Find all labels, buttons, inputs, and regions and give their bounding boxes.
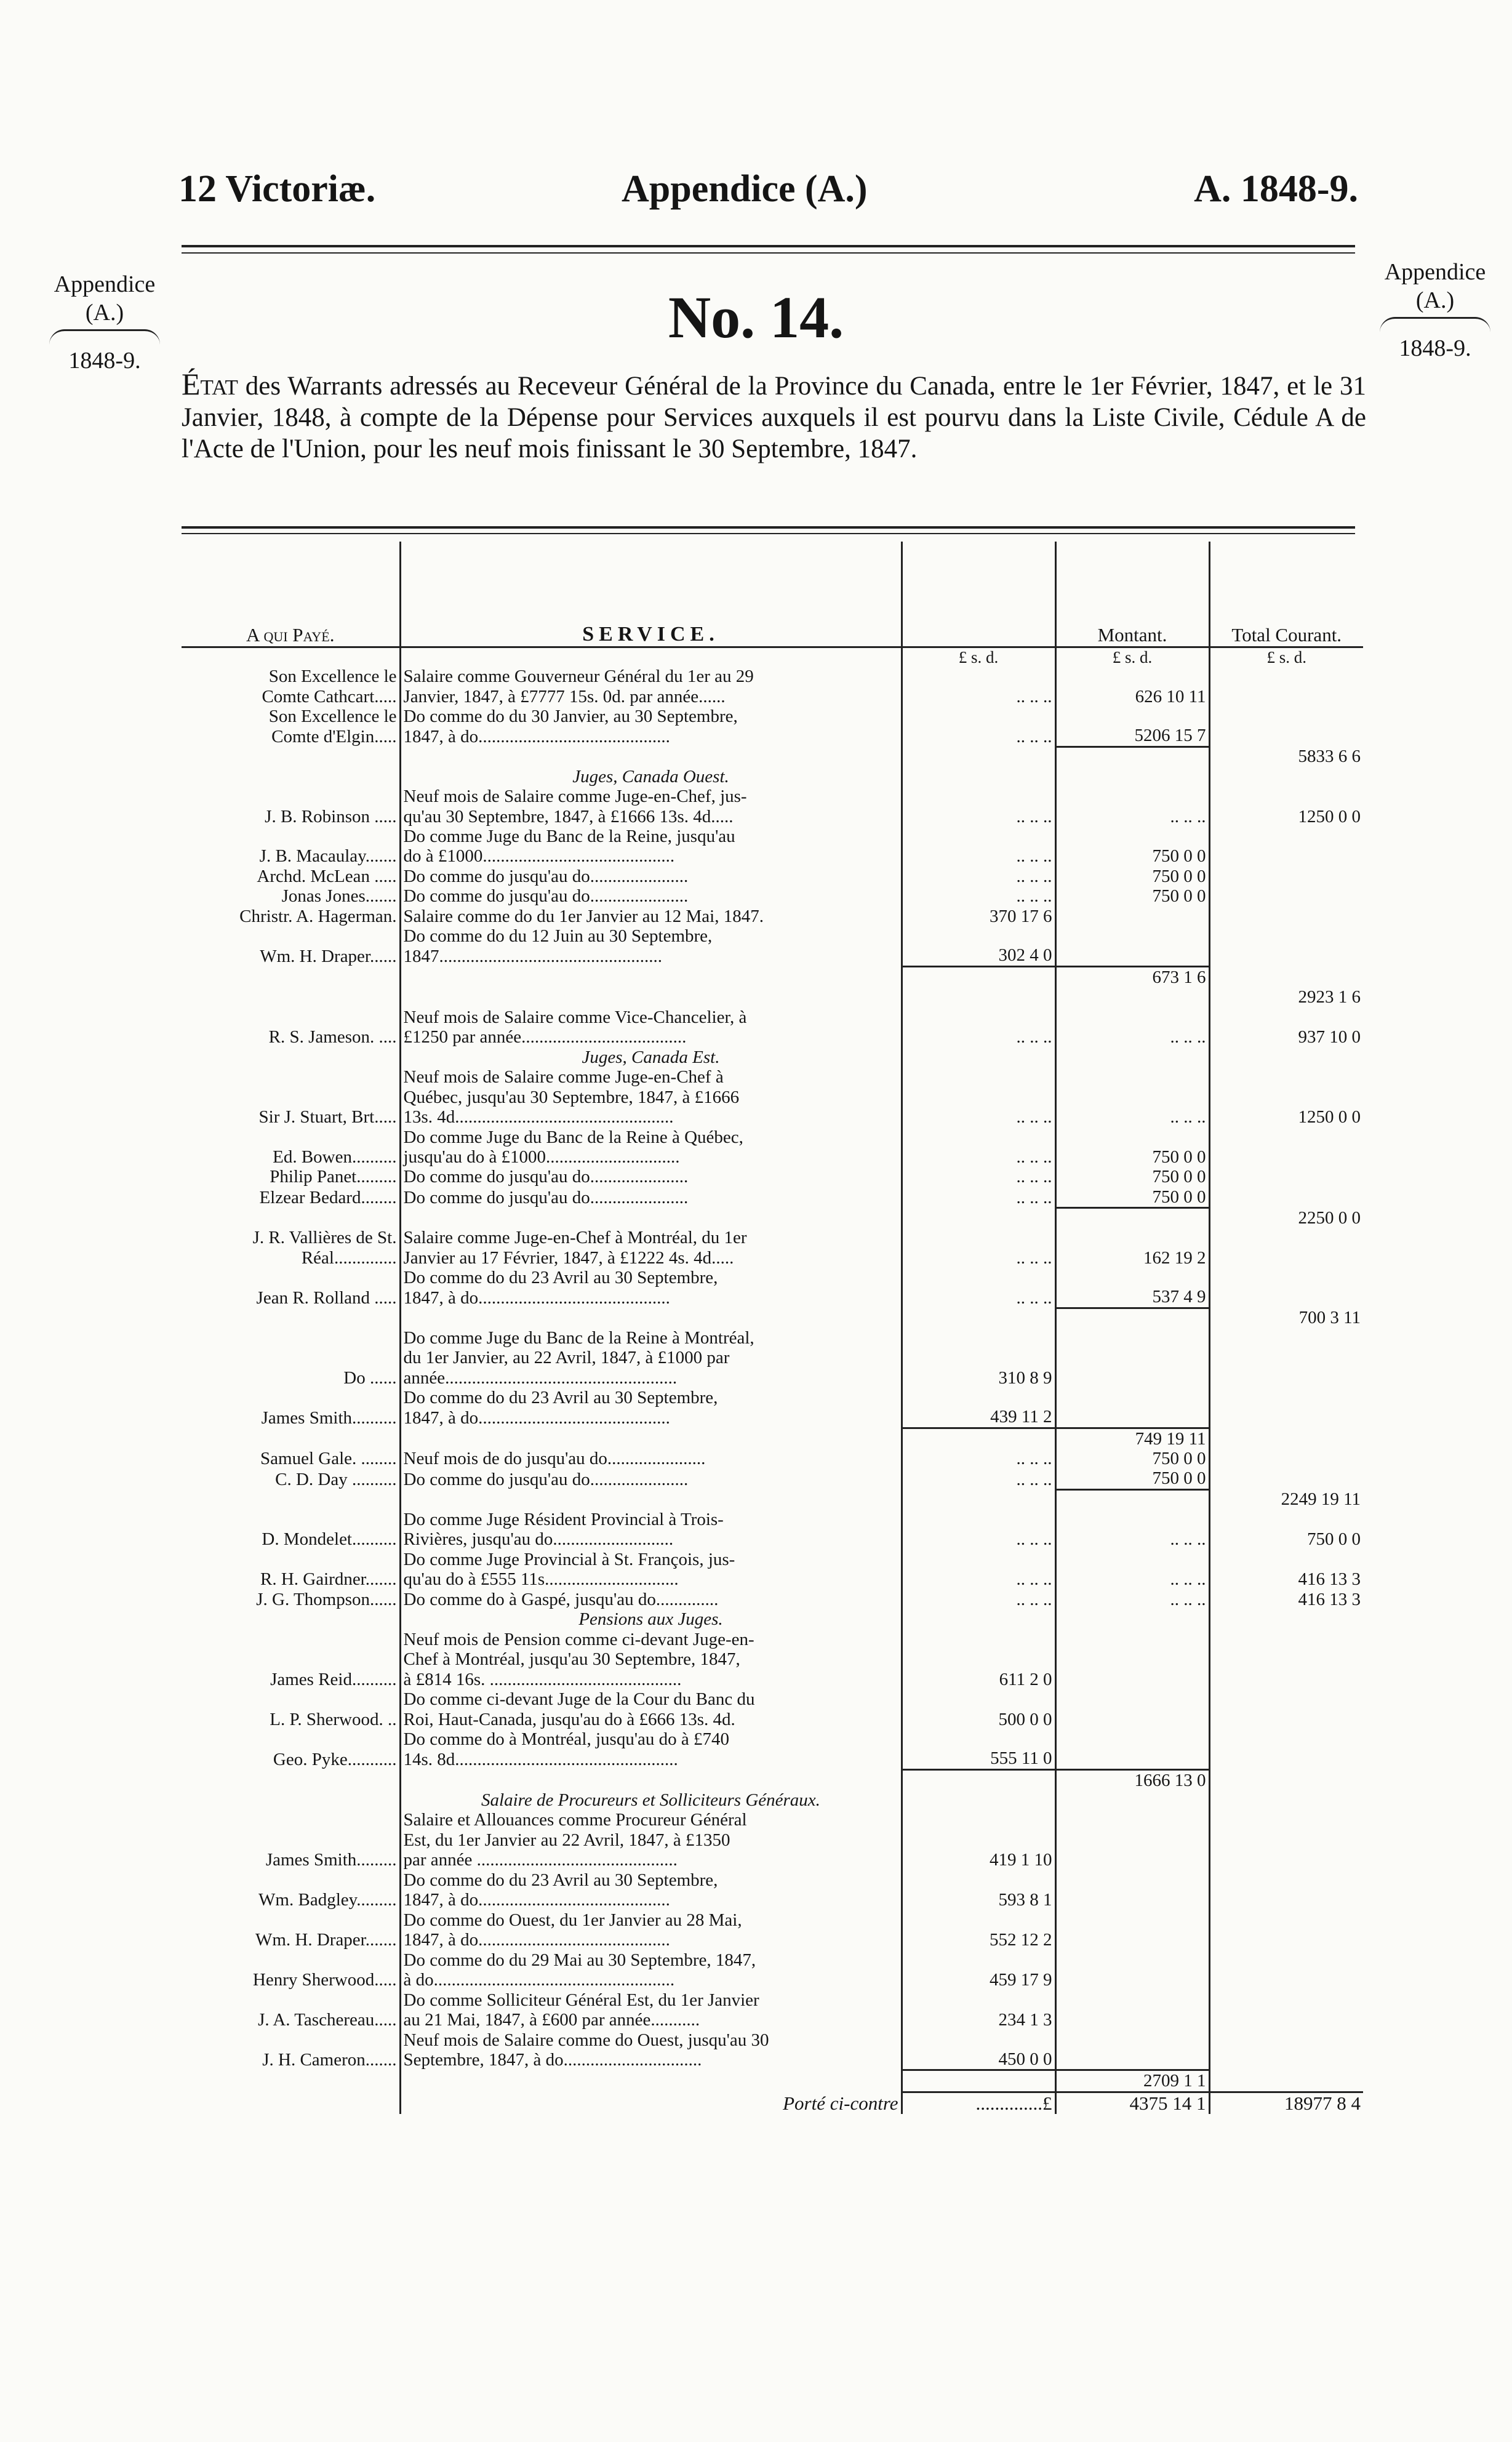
subtotal-col2 — [1055, 987, 1209, 1007]
service-description: Do comme Juge du Banc de la Reine, jusqu'au do à £1000........................................... — [400, 827, 902, 867]
amount-col1: .. .. .. — [902, 1449, 1055, 1468]
column-header-who: A qui Payé. — [246, 624, 335, 646]
amount-col2: .. .. .. — [1055, 1067, 1209, 1127]
table-row — [182, 1810, 1363, 1870]
table-row — [182, 886, 1363, 906]
amount-total — [1209, 926, 1363, 966]
payee: Do ...... — [343, 1367, 397, 1388]
service-description: Do comme do du 23 Avril au 30 Septembre, 1847, à do........................................... — [400, 1870, 902, 1910]
amount-total — [1209, 2030, 1363, 2070]
amount-col2 — [1055, 1910, 1209, 1950]
section-heading-row — [182, 1609, 1363, 1629]
amount-col2 — [1055, 1810, 1209, 1870]
spacer — [1209, 1790, 1363, 1810]
header-rule-bottom — [182, 252, 1355, 254]
amount-col1: 450 0 0 — [902, 2030, 1055, 2070]
section-heading-row — [182, 1790, 1363, 1810]
amount-total — [1209, 1950, 1363, 1990]
service-description: Do comme do du 23 Avril au 30 Septembre, 1847, à do........................................... — [400, 1268, 902, 1308]
table-row — [182, 1689, 1363, 1729]
table-row — [182, 2030, 1363, 2070]
amount-col2 — [1055, 1328, 1209, 1388]
spacer — [902, 1047, 1055, 1067]
amount-col1: .. .. .. — [902, 787, 1055, 827]
amount-col2 — [1055, 926, 1209, 966]
amount-col1: .. .. .. — [902, 1167, 1055, 1187]
margin-sub: (A.) — [1415, 287, 1455, 313]
table-row — [182, 1870, 1363, 1910]
amount-total — [1209, 1630, 1363, 1689]
payee: Geo. Pyke........... — [273, 1749, 397, 1769]
amount-total — [1209, 886, 1363, 906]
margin-label: Appendice — [54, 271, 156, 297]
subtotal-total: 2249 19 11 — [1209, 1489, 1363, 1509]
amount-col1: .. .. .. — [902, 886, 1055, 906]
amount-col1: 370 17 6 — [902, 907, 1055, 926]
amount-total — [1209, 667, 1363, 707]
spacer — [182, 987, 400, 1007]
spacer — [182, 1208, 400, 1228]
table-row — [182, 707, 1363, 747]
amount-col1: 500 0 0 — [902, 1689, 1055, 1729]
payee: James Smith.......... — [261, 1407, 397, 1428]
payee: J. R. Vallières de St. Réal.............. — [252, 1228, 397, 1268]
spacer — [1209, 1609, 1363, 1629]
carried-forward-label: Porté ci-contre — [400, 2092, 902, 2114]
section-heading-row — [182, 767, 1363, 787]
table-row — [182, 1468, 1363, 1489]
amount-col1: .. .. .. — [902, 1468, 1055, 1489]
table-row — [182, 867, 1363, 886]
payee: Elzear Bedard........ — [259, 1188, 397, 1208]
amount-col1: .. .. .. — [902, 1510, 1055, 1550]
service-description: Salaire et Allouances comme Procureur Général Est, du 1er Janvier au 22 Avril, 1847, à £1350 par année ............................................. — [400, 1810, 902, 1870]
spacer — [400, 1428, 902, 1449]
service-description: Do comme Juge Résident Provincial à Trois- Rivières, jusqu'au do........................... — [400, 1510, 902, 1550]
amount-col2: 750 0 0 — [1055, 1127, 1209, 1167]
spacer — [400, 987, 902, 1007]
amount-col1: 439 11 2 — [902, 1388, 1055, 1428]
section-heading: Pensions aux Juges. — [400, 1609, 902, 1629]
amount-col2: 750 0 0 — [1055, 1167, 1209, 1187]
payee: J. B. Macaulay....... — [259, 846, 397, 867]
amount-col1: .. .. .. — [902, 707, 1055, 747]
subtotal-row — [182, 1208, 1363, 1228]
amount-col2: 750 0 0 — [1055, 867, 1209, 886]
margin-sub: (A.) — [85, 299, 124, 326]
payee: J. B. Robinson ..... — [265, 806, 397, 827]
spacer — [1055, 1047, 1209, 1067]
amount-total: 1250 0 0 — [1209, 787, 1363, 827]
spacer — [182, 2092, 400, 2114]
amount-total: 416 13 3 — [1209, 1590, 1363, 1609]
subtotal-total: 700 3 11 — [1209, 1308, 1363, 1327]
table-row — [182, 1950, 1363, 1990]
amount-total — [1209, 1468, 1363, 1489]
payee: R. S. Jameson. .... — [268, 1027, 397, 1047]
amount-col1: .. .. .. — [902, 1590, 1055, 1609]
amount-col1: .. .. .. — [902, 867, 1055, 886]
carried-forward-total: 18977 8 4 — [1209, 2092, 1363, 2114]
spacer — [400, 1489, 902, 1509]
amount-total — [1209, 1328, 1363, 1388]
amount-col1: .. .. .. — [902, 827, 1055, 867]
payee: L. P. Sherwood. .. — [270, 1709, 397, 1729]
payee: Christr. A. Hagerman. — [239, 906, 397, 926]
spacer — [182, 747, 400, 766]
payee: J. H. Cameron....... — [262, 2050, 397, 2070]
spacer — [182, 1308, 400, 1327]
amount-col2: 750 0 0 — [1055, 1187, 1209, 1208]
service-description: Do comme do Ouest, du 1er Janvier au 28 Mai, 1847, à do........................................... — [400, 1910, 902, 1950]
subtotal-col1 — [902, 1489, 1055, 1509]
payee: Jean R. Rolland ..... — [256, 1287, 397, 1308]
service-description: Do comme do jusqu'au do...................... — [400, 867, 902, 886]
subtotal-col1 — [902, 1428, 1055, 1449]
amount-col2: 5206 15 7 — [1055, 707, 1209, 747]
service-description: Neuf mois de Salaire comme Juge-en-Chef à Québec, jusqu'au 30 Septembre, 1847, à £1666 13s. 4d................................................. — [400, 1067, 902, 1127]
service-description: Do comme do du 30 Janvier, au 30 Septembre, 1847, à do........................................... — [400, 707, 902, 747]
payee: R. H. Gairdner....... — [260, 1569, 397, 1590]
amount-col2 — [1055, 2030, 1209, 2070]
spacer — [902, 767, 1055, 787]
amount-col2: .. .. .. — [1055, 787, 1209, 827]
subtotal-row — [182, 2070, 1363, 2092]
payee: J. A. Taschereau..... — [258, 2010, 397, 2030]
table-row — [182, 1007, 1363, 1047]
amount-col1: .. .. .. — [902, 1550, 1055, 1590]
service-description: Neuf mois de Salaire comme Vice-Chancelier, à £1250 par année..................................... — [400, 1007, 902, 1047]
amount-total — [1209, 1990, 1363, 2030]
amount-col2 — [1055, 1689, 1209, 1729]
spacer — [182, 1609, 400, 1629]
payee: C. D. Day .......... — [275, 1469, 397, 1489]
subtotal-col1 — [902, 966, 1055, 987]
subtotal-total — [1209, 1428, 1363, 1449]
payee: Wm. H. Draper....... — [255, 1930, 397, 1950]
service-description: Do comme do à Montréal, jusqu'au do à £740 14s. 8d.................................................. — [400, 1729, 902, 1769]
table-rule-top — [182, 526, 1355, 529]
spacer — [902, 1790, 1055, 1810]
amount-total — [1209, 1228, 1363, 1268]
payee: Wm. H. Draper...... — [260, 946, 397, 966]
amount-col1: .. .. .. — [902, 1067, 1055, 1127]
service-description: Do comme Juge du Banc de la Reine à Québec, jusqu'au do à £1000.............................. — [400, 1127, 902, 1167]
amount-col1: .. .. .. — [902, 1268, 1055, 1308]
payee: D. Mondelet.......... — [262, 1529, 397, 1550]
intro-paragraph — [182, 366, 1366, 465]
carried-forward-leader: ..............£ — [902, 2092, 1055, 2114]
section-heading-row — [182, 1047, 1363, 1067]
spacer — [182, 1769, 400, 1790]
table-row — [182, 667, 1363, 707]
subtotal-row — [182, 987, 1363, 1007]
subtotal-total: 2923 1 6 — [1209, 987, 1363, 1007]
payee: Philip Panet......... — [270, 1167, 397, 1187]
amount-total — [1209, 907, 1363, 926]
amount-total — [1209, 1689, 1363, 1729]
amount-total — [1209, 1187, 1363, 1208]
amount-col2: 626 10 11 — [1055, 667, 1209, 707]
subtotal-col2 — [1055, 1308, 1209, 1327]
table-row — [182, 787, 1363, 827]
payee: Ed. Bowen.......... — [273, 1147, 397, 1167]
margin-year: 1848-9. — [1399, 335, 1471, 362]
amount-total: 416 13 3 — [1209, 1550, 1363, 1590]
spacer — [1055, 1790, 1209, 1810]
payee: J. G. Thompson...... — [256, 1589, 397, 1609]
subtotal-col1 — [902, 747, 1055, 766]
amount-total — [1209, 1127, 1363, 1167]
table-row — [182, 1910, 1363, 1950]
service-description: Do comme do jusqu'au do...................... — [400, 886, 902, 906]
unit-label: £ s. d. — [1055, 647, 1209, 667]
subtotal-total — [1209, 1769, 1363, 1790]
subtotal-col2: 1666 13 0 — [1055, 1769, 1209, 1790]
service-description: Neuf mois de Salaire comme do Ouest, jusqu'au 30 Septembre, 1847, à do............................... — [400, 2030, 902, 2070]
subtotal-col2: 2709 1 1 — [1055, 2070, 1209, 2092]
units-row — [182, 647, 1363, 667]
service-description: Do comme do du 23 Avril au 30 Septembre, 1847, à do........................................... — [400, 1388, 902, 1428]
amount-total: 750 0 0 — [1209, 1510, 1363, 1550]
table-header — [182, 542, 1363, 647]
spacer — [182, 966, 400, 987]
spacer — [182, 1428, 400, 1449]
subtotal-col1 — [902, 987, 1055, 1007]
amount-col2: .. .. .. — [1055, 1590, 1209, 1609]
payee: James Reid.......... — [270, 1669, 397, 1689]
amount-col2: .. .. .. — [1055, 1007, 1209, 1047]
payee: Son Excellence le Comte Cathcart..... — [262, 667, 397, 707]
amount-col2 — [1055, 1630, 1209, 1689]
service-description: Neuf mois de Pension comme ci-devant Juge-en- Chef à Montréal, jusqu'au 30 Septembre, 1847, à £814 16s. ........................................... — [400, 1630, 902, 1689]
subtotal-total: 2250 0 0 — [1209, 1208, 1363, 1228]
amount-col2: 162 19 2 — [1055, 1228, 1209, 1268]
header-year: A. 1848-9. — [1194, 168, 1358, 210]
amount-col2: .. .. .. — [1055, 1550, 1209, 1590]
header-session: 12 Victoriæ. — [178, 168, 376, 210]
amount-col1: 419 1 10 — [902, 1810, 1055, 1870]
service-description: Do comme Solliciteur Général Est, du 1er Janvier au 21 Mai, 1847, à £600 par année........... — [400, 1990, 902, 2030]
amount-col1: .. .. .. — [902, 1007, 1055, 1047]
spacer — [400, 2070, 902, 2092]
service-description: Do comme do à Gaspé, jusqu'au do.............. — [400, 1590, 902, 1609]
table-row — [182, 1067, 1363, 1127]
unit-label: £ s. d. — [902, 647, 1055, 667]
amount-total — [1209, 1268, 1363, 1308]
table-row — [182, 1550, 1363, 1590]
amount-col2: 750 0 0 — [1055, 1468, 1209, 1489]
spacer — [400, 1308, 902, 1327]
table-row — [182, 926, 1363, 966]
spacer — [1055, 1609, 1209, 1629]
service-description: Do comme do du 12 Juin au 30 Septembre, 1847.................................................. — [400, 926, 902, 966]
amount-total — [1209, 1167, 1363, 1187]
table-row — [182, 1167, 1363, 1187]
spacer — [400, 747, 902, 766]
section-heading: Juges, Canada Ouest. — [400, 767, 902, 787]
amount-col1: 555 11 0 — [902, 1729, 1055, 1769]
payee: Jonas Jones....... — [281, 886, 397, 907]
amount-col2: 537 4 9 — [1055, 1268, 1209, 1308]
table-row — [182, 1630, 1363, 1689]
table-row — [182, 1228, 1363, 1268]
subtotal-row — [182, 747, 1363, 766]
header-rule-top — [182, 245, 1355, 247]
service-description: Do comme do jusqu'au do...................... — [400, 1187, 902, 1208]
subtotal-col1 — [902, 1769, 1055, 1790]
subtotal-row — [182, 1308, 1363, 1327]
subtotal-col1 — [902, 1208, 1055, 1228]
subtotal-row — [182, 1428, 1363, 1449]
spacer — [182, 2070, 400, 2092]
amount-total: 1250 0 0 — [1209, 1067, 1363, 1127]
table-row — [182, 1729, 1363, 1769]
spacer — [182, 767, 400, 787]
amount-col2 — [1055, 1950, 1209, 1990]
service-description: Salaire comme Gouverneur Général du 1er au 29 Janvier, 1847, à £7777 15s. 0d. par année...... — [400, 667, 902, 707]
spacer — [1209, 767, 1363, 787]
payee: Son Excellence le Comte d'Elgin..... — [268, 707, 397, 747]
amount-col1: 611 2 0 — [902, 1630, 1055, 1689]
spacer — [400, 1208, 902, 1228]
payee: James Smith......... — [265, 1850, 397, 1870]
amount-col1: 302 4 0 — [902, 926, 1055, 966]
amount-col1: 310 8 9 — [902, 1328, 1055, 1388]
subtotal-col2: 673 1 6 — [1055, 966, 1209, 987]
service-description: Neuf mois de do jusqu'au do...................... — [400, 1449, 902, 1468]
amount-col1: .. .. .. — [902, 1187, 1055, 1208]
column-header-blank — [902, 542, 1055, 647]
amount-col1: 593 8 1 — [902, 1870, 1055, 1910]
service-description: Do comme do du 29 Mai au 30 Septembre, 1847, à do...................................................... — [400, 1950, 902, 1990]
subtotal-col2 — [1055, 1489, 1209, 1509]
column-header-service: SERVICE. — [400, 542, 902, 647]
amount-col1: .. .. .. — [902, 667, 1055, 707]
service-description: Do comme do jusqu'au do...................... — [400, 1167, 902, 1187]
amount-col2: 750 0 0 — [1055, 1449, 1209, 1468]
table-row — [182, 1388, 1363, 1428]
amount-col1: .. .. .. — [902, 1127, 1055, 1167]
table-row — [182, 1990, 1363, 2030]
subtotal-total — [1209, 966, 1363, 987]
payee: Samuel Gale. ........ — [260, 1449, 397, 1469]
subtotal-row — [182, 1769, 1363, 1790]
intro-text: des Warrants adressés au Receveur Général de la Province du Canada, entre le 1er Février, 1847, et le 31 Janvier, 1848, à compte de la Dépense pour Services auxquels il est pourvu dans la Liste Civile, Cédule A de l'Acte de l'Union, pour les neuf mois finissant le 30 Septembre, 1847. — [182, 372, 1366, 463]
table-row — [182, 907, 1363, 926]
payee: Henry Sherwood..... — [252, 1970, 397, 1990]
service-description: Salaire comme do du 1er Janvier au 12 Mai, 1847. — [400, 907, 902, 926]
warrants-table — [182, 542, 1363, 2114]
amount-total — [1209, 1910, 1363, 1950]
subtotal-row — [182, 1489, 1363, 1509]
subtotal-row — [182, 966, 1363, 987]
table-row — [182, 1187, 1363, 1208]
intro-lead: État — [182, 367, 238, 401]
amount-total — [1209, 1870, 1363, 1910]
amount-col2: 750 0 0 — [1055, 827, 1209, 867]
table-row — [182, 1590, 1363, 1609]
subtotal-total — [1209, 2070, 1363, 2092]
amount-total — [1209, 1810, 1363, 1870]
amount-col1: 234 1 3 — [902, 1990, 1055, 2030]
table-row — [182, 1510, 1363, 1550]
spacer — [902, 1609, 1055, 1629]
payee: Sir J. Stuart, Brt..... — [258, 1107, 397, 1127]
service-description: Salaire comme Juge-en-Chef à Montréal, du 1er Janvier au 17 Février, 1847, à £1222 4s. 4d..... — [400, 1228, 902, 1268]
section-heading: Juges, Canada Est. — [400, 1047, 902, 1067]
table-row — [182, 1449, 1363, 1468]
amount-col1: .. .. .. — [902, 1228, 1055, 1268]
service-description: Neuf mois de Salaire comme Juge-en-Chef, jus- qu'au 30 Septembre, 1847, à £1666 13s. 4d..... — [400, 787, 902, 827]
table-rule-top-thin — [182, 533, 1355, 534]
amount-col2 — [1055, 1729, 1209, 1769]
column-header-amount: Montant. — [1055, 542, 1209, 647]
amount-col2 — [1055, 1388, 1209, 1428]
service-description: Do comme ci-devant Juge de la Cour du Banc du Roi, Haut-Canada, jusqu'au do à £666 13s. 4d. — [400, 1689, 902, 1729]
amount-total — [1209, 707, 1363, 747]
section-heading: Salaire de Procureurs et Solliciteurs Généraux. — [400, 1790, 902, 1810]
subtotal-col2 — [1055, 747, 1209, 766]
spacer — [182, 1489, 400, 1509]
amount-col2: 750 0 0 — [1055, 886, 1209, 906]
spacer — [182, 1047, 400, 1067]
spacer — [400, 966, 902, 987]
amount-col2: .. .. .. — [1055, 1510, 1209, 1550]
service-description: Do comme do jusqu'au do...................... — [400, 1468, 902, 1489]
table-row — [182, 827, 1363, 867]
column-header-total: Total Courant. — [1209, 542, 1363, 647]
amount-col2 — [1055, 907, 1209, 926]
amount-col2 — [1055, 1870, 1209, 1910]
amount-col1: 459 17 9 — [902, 1950, 1055, 1990]
subtotal-col1 — [902, 1308, 1055, 1327]
table-row — [182, 1268, 1363, 1308]
subtotal-total: 5833 6 6 — [1209, 747, 1363, 766]
margin-year: 1848-9. — [68, 348, 141, 374]
document-number: No. 14. — [668, 284, 844, 350]
amount-total — [1209, 1449, 1363, 1468]
carried-forward-amount: 4375 14 1 — [1055, 2092, 1209, 2114]
table-row — [182, 1127, 1363, 1167]
amount-total — [1209, 1388, 1363, 1428]
amount-col1: 552 12 2 — [902, 1910, 1055, 1950]
payee: Wm. Badgley......... — [258, 1890, 397, 1910]
table-row — [182, 1328, 1363, 1388]
amount-total — [1209, 1729, 1363, 1769]
margin-label: Appendice — [1384, 259, 1486, 285]
amount-total: 937 10 0 — [1209, 1007, 1363, 1047]
subtotal-col2: 749 19 11 — [1055, 1428, 1209, 1449]
carried-forward-row — [182, 2092, 1363, 2114]
service-description: Do comme Juge Provincial à St. François, jus- qu'au do à £555 11s.............................. — [400, 1550, 902, 1590]
amount-total — [1209, 827, 1363, 867]
spacer — [1055, 767, 1209, 787]
amount-col2 — [1055, 1990, 1209, 2030]
amount-total — [1209, 867, 1363, 886]
service-description: Do comme Juge du Banc de la Reine à Montréal, du 1er Janvier, au 22 Avril, 1847, à £1000 par année.................................................... — [400, 1328, 902, 1388]
header-appendix: Appendice (A.) — [622, 168, 868, 210]
subtotal-col1 — [902, 2070, 1055, 2092]
payee: Archd. McLean ..... — [257, 866, 397, 886]
spacer — [400, 1769, 902, 1790]
spacer — [1209, 1047, 1363, 1067]
spacer — [182, 1790, 400, 1810]
unit-label: £ s. d. — [1209, 647, 1363, 667]
subtotal-col2 — [1055, 1208, 1209, 1228]
